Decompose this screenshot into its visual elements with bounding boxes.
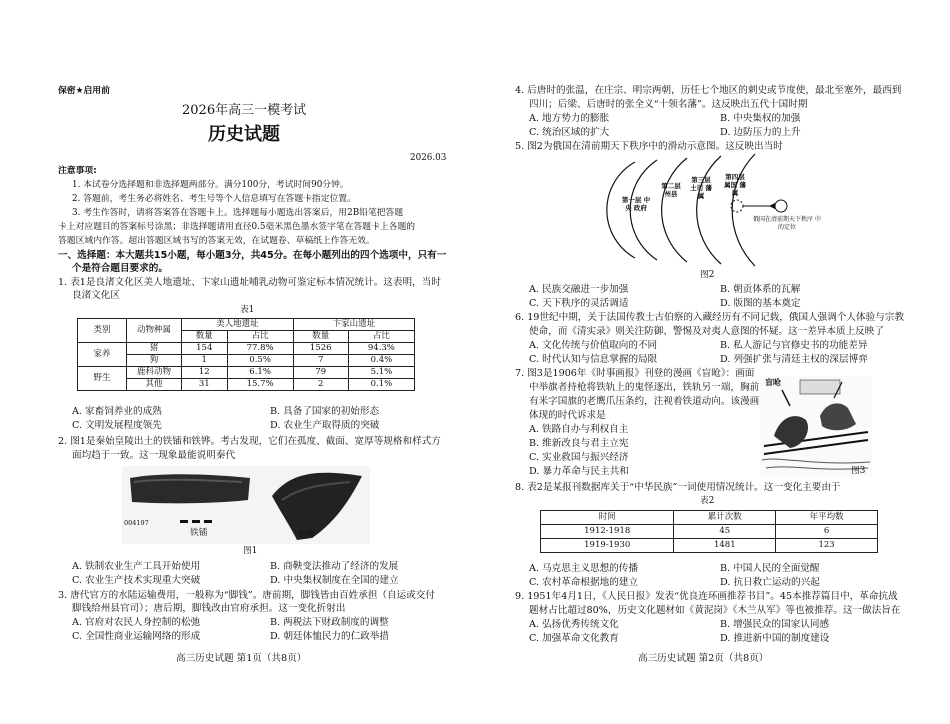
q9-option-c: C. 加强革命文化教育 [529,633,619,644]
table1-header-count: 数量 [293,331,348,343]
q9-stem: 9. 1951年4月1日，《人民日报》发表“优良连环画推荐书目”。45本推荐篇目中，革命抗战 [515,591,898,602]
notice-line: 1. 本试卷分选择题和非选择题两部分。满分100分，考试时间90分钟。 [72,180,349,190]
table-cell: 5.1% [348,367,414,379]
q8-stem: 8. 表2是某报刊数据库关于“中华民族”一词使用情况统计。这一变化主要由于 [515,482,841,493]
notice-title: 注意事项: [58,166,97,176]
q5-option-a: A. 民族交融进一步加强 [529,284,629,295]
q3-option-c: C. 全国性商业运输网络的形成 [72,631,201,642]
table1-header-animal: 动物种属 [127,319,182,343]
table-cell: 12 [182,367,228,379]
q2-option-b: B. 商鞅变法推动了经济的发展 [270,561,399,572]
q6-stem: 6. 19世纪中期，关于法国传教士古伯察的入藏经历有不同记载，俄国人强调个人体验与宗教 [515,312,904,323]
q6-option-d: D. 列强扩张与清廷主权的深层博弈 [720,354,868,365]
table-cell: 1919-1930 [541,539,674,553]
secret-label: 保密★启用前 [58,86,110,96]
notice-line: 2. 答题前，考生务必将姓名、考生号等个人信息填写在答题卡指定位置。 [72,194,356,204]
q5-option-d: D. 版图的基本奠定 [720,298,801,309]
q4-stem: 四川；后梁、后唐时的张全义“十领名藩”。这反映出五代十国时期 [529,99,808,110]
table-cell: 鹿科动物 [127,367,182,379]
table-cell: 31 [182,379,228,391]
table-cell: 1526 [293,343,348,355]
q7-stem: 7. 图3是1906年《时事画报》刊登的漫画《盲呛》：画面 [515,368,755,379]
q2-option-c: C. 农业生产技术实现重大突破 [72,575,201,586]
table-cell: 1 [182,355,228,367]
table-row [78,355,415,367]
q6-option-a: A. 文化传统与价值取向的不同 [529,340,658,351]
table2-caption: 表2 [700,496,715,506]
table1-group: 家养 [78,343,127,367]
page-footer: 高三历史试题 第2页（共8页） [638,653,769,664]
q9-option-d: D. 推进新中国的制度建设 [720,633,830,644]
q4-option-b: B. 中央集权的加强 [720,113,801,124]
table-cell: 15.7% [227,379,293,391]
notice-line: 卡上对应题目的答案标号涂黑；非选择题请用直径0.5毫米黑色墨水签字笔在答题卡上各题的 [58,222,416,232]
q3-stem: 脚钱给州县官司）；唐后期，脚钱改由官府承担。这一变化折射出 [72,603,346,614]
q3-stem: 3. 唐代官方的水陆运输费用，一般称为“脚钱”。唐前期，脚钱皆由百姓承担（自运或交付 [58,590,435,601]
table-cell: 0.5% [227,355,293,367]
table1-site2: 卞家山遗址 [293,319,414,331]
q8-option-b: B. 中国人民的全面觉醒 [720,563,820,574]
table-row [78,367,415,379]
table-cell: 6.1% [227,367,293,379]
figure3-caption: 图3 [851,466,866,476]
figure2-caption: 图2 [700,270,715,280]
q2-option-a: A. 铁制农业生产工具开始使用 [72,561,201,572]
figure2-ring4: 第四层 属国 藩属 [724,173,746,197]
table1 [77,318,415,391]
table-cell: 2 [293,379,348,391]
table2-header: 时间 [541,511,674,525]
table1-header-ratio: 占比 [348,331,414,343]
figure2-ring3: 第三层 土司 藩属 [690,176,712,200]
table-row [541,539,878,553]
table-cell: 狗 [127,355,182,367]
q5-option-c: C. 天下秩序的灵活调适 [529,298,629,309]
q2-stem: 面均趋于一致。这一现象最能说明秦代 [72,450,236,461]
table-cell: 0.4% [348,355,414,367]
q4-option-c: C. 统治区域的扩大 [529,127,610,138]
exam-date: 2026.03 [410,153,447,163]
table1-site1: 美人地遗址 [182,319,294,331]
q7-option-a: A. 铁路自办与利权自主 [529,424,629,435]
q7-stem: 体现的时代诉求是 [529,410,606,421]
table2 [540,510,878,553]
q2-stem: 2. 图1是秦始皇陵出土的铁锸和铁铧。考古发现，它们在孤度、截面、宽厚等规格和样式方 [58,436,441,447]
q9-stem: 题材占比超过80%，历史文化题材如《黄泥岗》《木兰从军》等也被推荐。这一做法旨在 [529,605,901,616]
q1-stem: 1. 表1是良渚文化区美人地遗址、卞家山遗址哺乳动物可鉴定标本情况统计。这表明，当时 [58,277,441,288]
figure2-ring2: 第二层 州县 [661,182,681,198]
table-cell: 79 [293,367,348,379]
table1-caption: 表1 [240,305,255,315]
table2-header: 年平均数 [776,511,878,525]
q7-option-c: C. 实业救国与振兴经济 [529,452,629,463]
table-cell: 154 [182,343,228,355]
q7-stem: 中举旗者持枪将铁轨上的鬼怪逐出，铁轨另一端，胸前 [529,382,760,393]
q1-stem: 良渚文化区 [72,290,120,301]
q2-option-d: D. 中央集权制度在全国的建立 [270,575,399,586]
q3-option-d: D. 朝廷体恤民力的仁政举措 [270,631,389,642]
figure3-cartoon [760,376,872,476]
figure1-label-b: 铁铧 [298,530,316,540]
section-heading: 个是符合题目要求的。 [72,263,168,274]
q6-option-c: C. 时代认知与信息掌握的局限 [529,354,658,365]
notice-line: 3. 考生作答时，请将答案答在答题卡上。选择题每小题选出答案后，用2B铅笔把答题 [72,208,404,218]
table-cell: 6 [776,525,878,539]
figure1-caption: 图1 [243,546,258,556]
table-cell: 0.1% [348,379,414,391]
q7-stem: 有米字国旗的老鹰爪压条约，注视着铁道动向。该漫画 [529,396,760,407]
q4-option-d: D. 边防压力的上升 [720,127,801,138]
q5-stem: 5. 图2为俄国在清前期天下秩序中的滑动示意图。这反映出当时 [515,141,783,152]
table1-group: 野生 [78,367,127,391]
table-cell: 1912-1918 [541,525,674,539]
q3-option-a: A. 官府对农民人身控制的松弛 [72,617,201,628]
table-row [78,379,415,391]
figure1-label-a: 铁锸 [190,528,208,538]
table-cell: 其他 [127,379,182,391]
q7-option-b: B. 维新改良与君主立宪 [529,438,629,449]
table1-header-category: 类别 [78,319,127,343]
table-row [78,343,415,355]
page-footer: 高三历史试题 第1页（共8页） [176,653,307,664]
q8-option-c: C. 农村革命根据地的建立 [529,577,639,588]
cartoon-image [760,376,872,476]
table-cell: 94.3% [348,343,414,355]
figure2-note: 俄国在清前期天下秩序 中的定位 [753,216,821,231]
notice-line: 答题区域内作答。超出答题区域书写的答案无效，在试题卷、草稿纸上作答无效。 [58,236,375,246]
right-page [475,0,950,724]
subject-title: 历史试题 [208,124,280,145]
table1-header-ratio: 占比 [227,331,293,343]
q4-option-a: A. 地方势力的膨胀 [529,113,610,124]
figure2-ring1: 第一层 中央 政府 [621,196,651,212]
exam-title: 2026年高三一模考试 [182,103,307,118]
cartoon-title: 盲呛 [765,378,781,387]
q3-option-b: B. 两税法下财政制度的调整 [270,617,389,628]
table-row [541,525,878,539]
table-cell: 77.8% [227,343,293,355]
q6-stem: 使命，而《清实录》则关注防御、警惕及对夷人意图的怀疑。这一差异本质上反映了 [529,326,884,337]
table2-header: 累计次数 [674,511,776,525]
table-cell: 45 [674,525,776,539]
q1-option-b: B. 具备了国家的初始形态 [270,406,380,417]
q9-option-b: B. 增强民众的国家认同感 [720,619,830,630]
q1-option-c: C. 文明发展程度领先 [72,420,162,431]
table-cell: 123 [776,539,878,553]
section-heading: 一、选择题：本大题共15小题，每小题3分，共45分。在每小题列出的四个选项中，只有一 [58,250,447,261]
table-cell: 1481 [674,539,776,553]
q1-option-d: D. 农业生产取得质的突破 [270,420,380,431]
q7-option-d: D. 暴力革命与民主共和 [529,466,629,477]
q8-option-d: D. 抗日救亡运动的兴起 [720,577,820,588]
q1-option-a: A. 家畜饲养业的成熟 [72,406,162,417]
q8-option-a: A. 马克思主义思想的传播 [529,563,638,574]
q4-stem: 4. 后唐时的张温，在庄宗、明宗两朝，历任七个地区的刺史或节度使，最北至塞外，最西到 [515,85,902,96]
table-cell: 7 [293,355,348,367]
figure1-code: 004197 [124,519,149,527]
iron-tools-image [122,466,370,544]
q9-option-a: A. 弘扬优秀传统文化 [529,619,619,630]
table1-header-count: 数量 [182,331,228,343]
q6-option-b: B. 私人游记与官修史书的功能差异 [720,340,868,351]
q5-option-b: B. 朝贡体系的瓦解 [720,284,801,295]
figure1-photo [122,466,370,544]
table-cell: 猪 [127,343,182,355]
